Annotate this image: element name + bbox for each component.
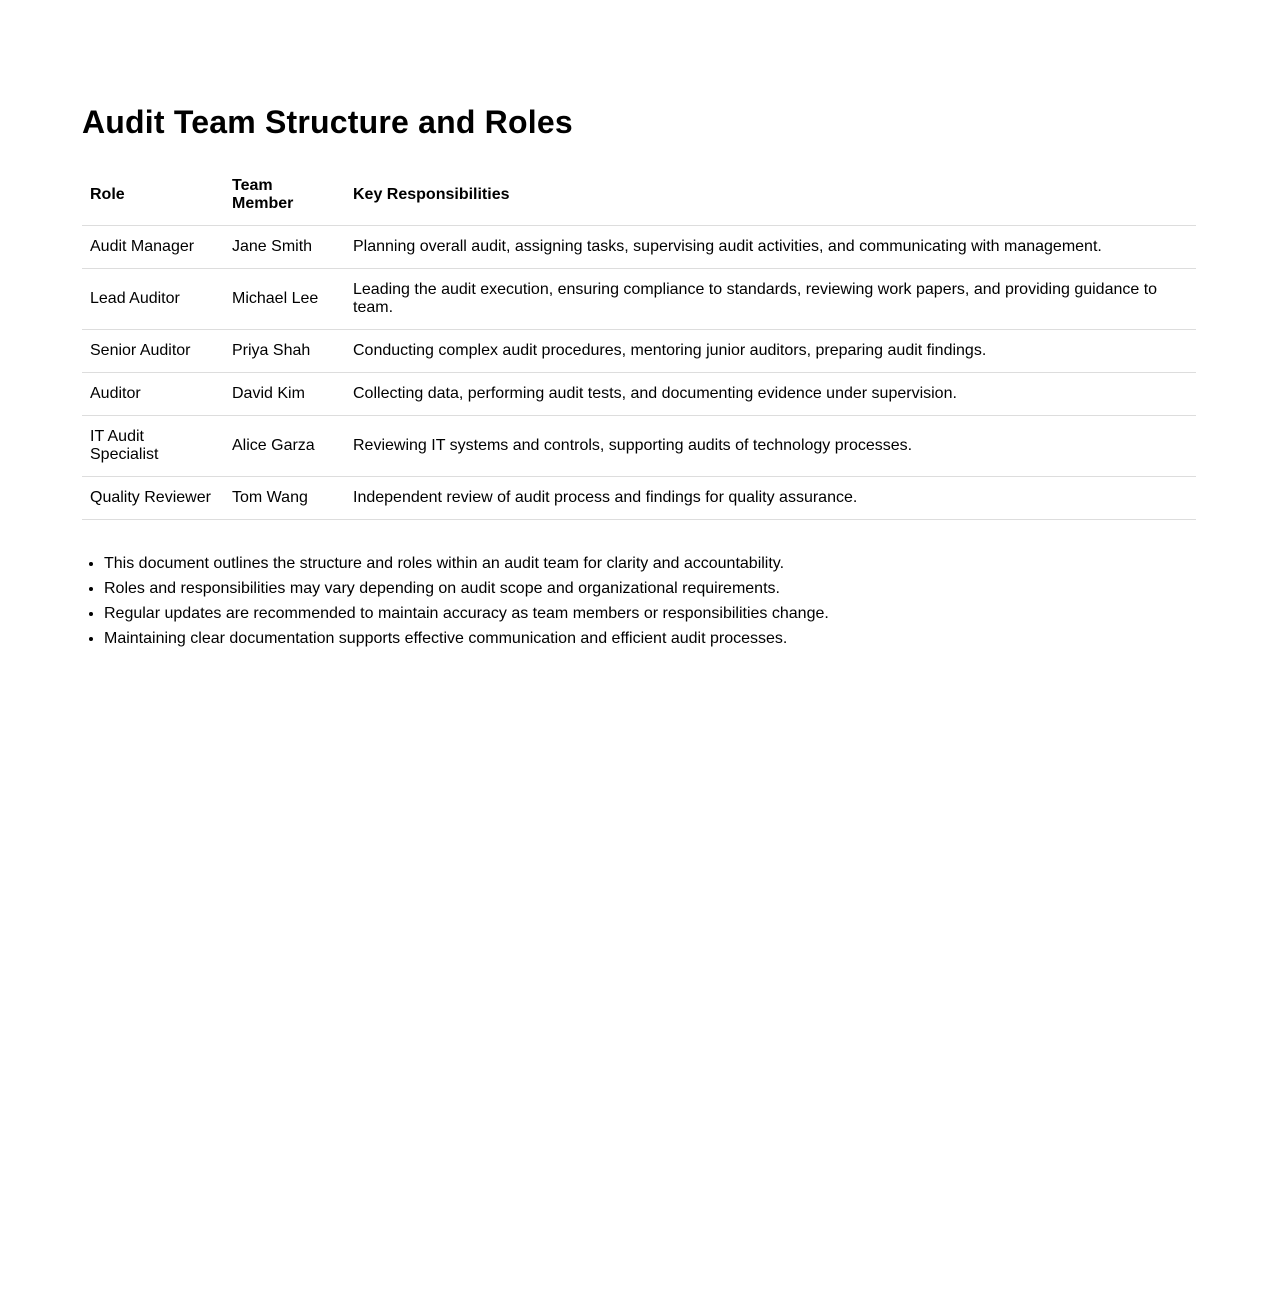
- header-key-responsibilities: Key Responsibilities: [345, 165, 1196, 226]
- cell-responsibilities: Planning overall audit, assigning tasks, supervising audit activities, and communicating with management.: [345, 226, 1196, 269]
- cell-responsibilities: Conducting complex audit procedures, mentoring junior auditors, preparing audit findings.: [345, 330, 1196, 373]
- cell-role: Audit Manager: [82, 226, 224, 269]
- cell-responsibilities: Leading the audit execution, ensuring compliance to standards, reviewing work papers, and providing guidance to team.: [345, 269, 1196, 330]
- table-row: [82, 373, 1196, 416]
- header-role: Role: [82, 165, 224, 226]
- page-title: Audit Team Structure and Roles: [82, 104, 573, 140]
- cell-role: Auditor: [82, 373, 224, 416]
- cell-role: Lead Auditor: [82, 269, 224, 330]
- cell-role: IT Audit Specialist: [82, 416, 224, 477]
- list-item: • Roles and responsibilities may vary depending on audit scope and organizational requirements.: [104, 576, 829, 601]
- cell-team-member: Priya Shah: [224, 330, 345, 373]
- cell-team-member: Michael Lee: [224, 269, 345, 330]
- list-item: • Regular updates are recommended to maintain accuracy as team members or responsibilities change.: [104, 601, 829, 626]
- cell-responsibilities: Reviewing IT systems and controls, supporting audits of technology processes.: [345, 416, 1196, 477]
- cell-responsibilities: Independent review of audit process and findings for quality assurance.: [345, 477, 1196, 520]
- header-team-member: Team Member: [224, 165, 345, 226]
- cell-role: Quality Reviewer: [82, 477, 224, 520]
- table-row: [82, 477, 1196, 520]
- cell-team-member: Jane Smith: [224, 226, 345, 269]
- cell-team-member: Tom Wang: [224, 477, 345, 520]
- cell-role: Senior Auditor: [82, 330, 224, 373]
- cell-team-member: Alice Garza: [224, 416, 345, 477]
- audit-team-table: [82, 165, 1196, 520]
- cell-responsibilities: Collecting data, performing audit tests, and documenting evidence under supervision.: [345, 373, 1196, 416]
- table-header-row: [82, 165, 1196, 226]
- table-row: [82, 269, 1196, 330]
- table-row: [82, 226, 1196, 269]
- cell-team-member: David Kim: [224, 373, 345, 416]
- list-item: • This document outlines the structure and roles within an audit team for clarity and accountability.: [104, 551, 829, 576]
- table-row: [82, 416, 1196, 477]
- notes-list: [82, 551, 829, 651]
- table-row: [82, 330, 1196, 373]
- list-item: • Maintaining clear documentation supports effective communication and efficient audit processes.: [104, 626, 829, 651]
